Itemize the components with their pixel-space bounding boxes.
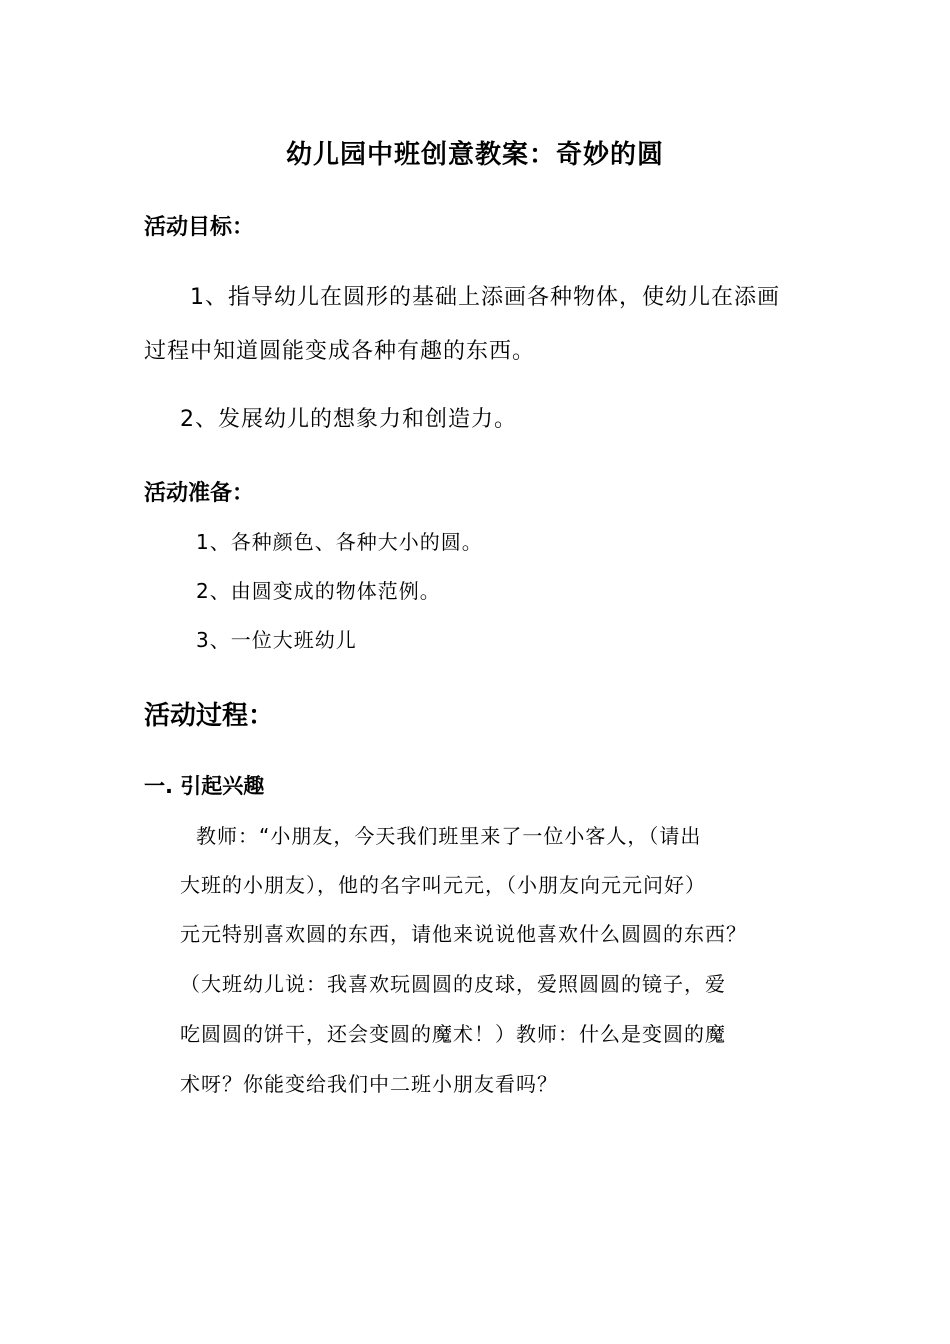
process-heading: 活动过程： — [144, 701, 275, 731]
process-section-1-line-2: 大班的小朋友），他的名字叫元元，（小朋友向元元问好） — [180, 873, 706, 897]
preparation-item-3: 3、一位大班幼儿 — [196, 628, 357, 652]
process-section-1-line-5: 吃圆圆的饼干，还会变圆的魔术！）教师：什么是变圆的魔 — [180, 1022, 726, 1046]
document-title: 幼儿园中班创意教案：奇妙的圆 — [285, 140, 664, 170]
preparation-heading: 活动准备： — [144, 481, 255, 506]
goal-item-1-line-1: 1、指导幼儿在圆形的基础上添画各种物体，使幼儿在添画 — [190, 285, 780, 310]
goal-item-2: 2、发展幼儿的想象力和创造力。 — [180, 407, 517, 432]
process-section-1-line-6: 术呀？你能变给我们中二班小朋友看吗？ — [180, 1072, 558, 1096]
preparation-item-1: 1、各种颜色、各种大小的圆。 — [196, 530, 483, 554]
process-section-1-line-3: 元元特别喜欢圆的东西，请他来说说他喜欢什么圆圆的东西？ — [180, 922, 747, 946]
process-section-1-line-1: 教师：“小朋友，今天我们班里来了一位小客人，（请出 — [196, 824, 702, 848]
preparation-item-2: 2、由圆变成的物体范例。 — [196, 579, 441, 603]
process-section-1-heading: 一. 引起兴趣 — [144, 774, 265, 798]
process-section-1-line-4: （大班幼儿说：我喜欢玩圆圆的皮球，爱照圆圆的镜子，爱 — [180, 972, 726, 996]
goal-item-1-line-2: 过程中知道圆能变成各种有趣的东西。 — [144, 339, 536, 364]
goals-heading: 活动目标： — [144, 215, 255, 240]
